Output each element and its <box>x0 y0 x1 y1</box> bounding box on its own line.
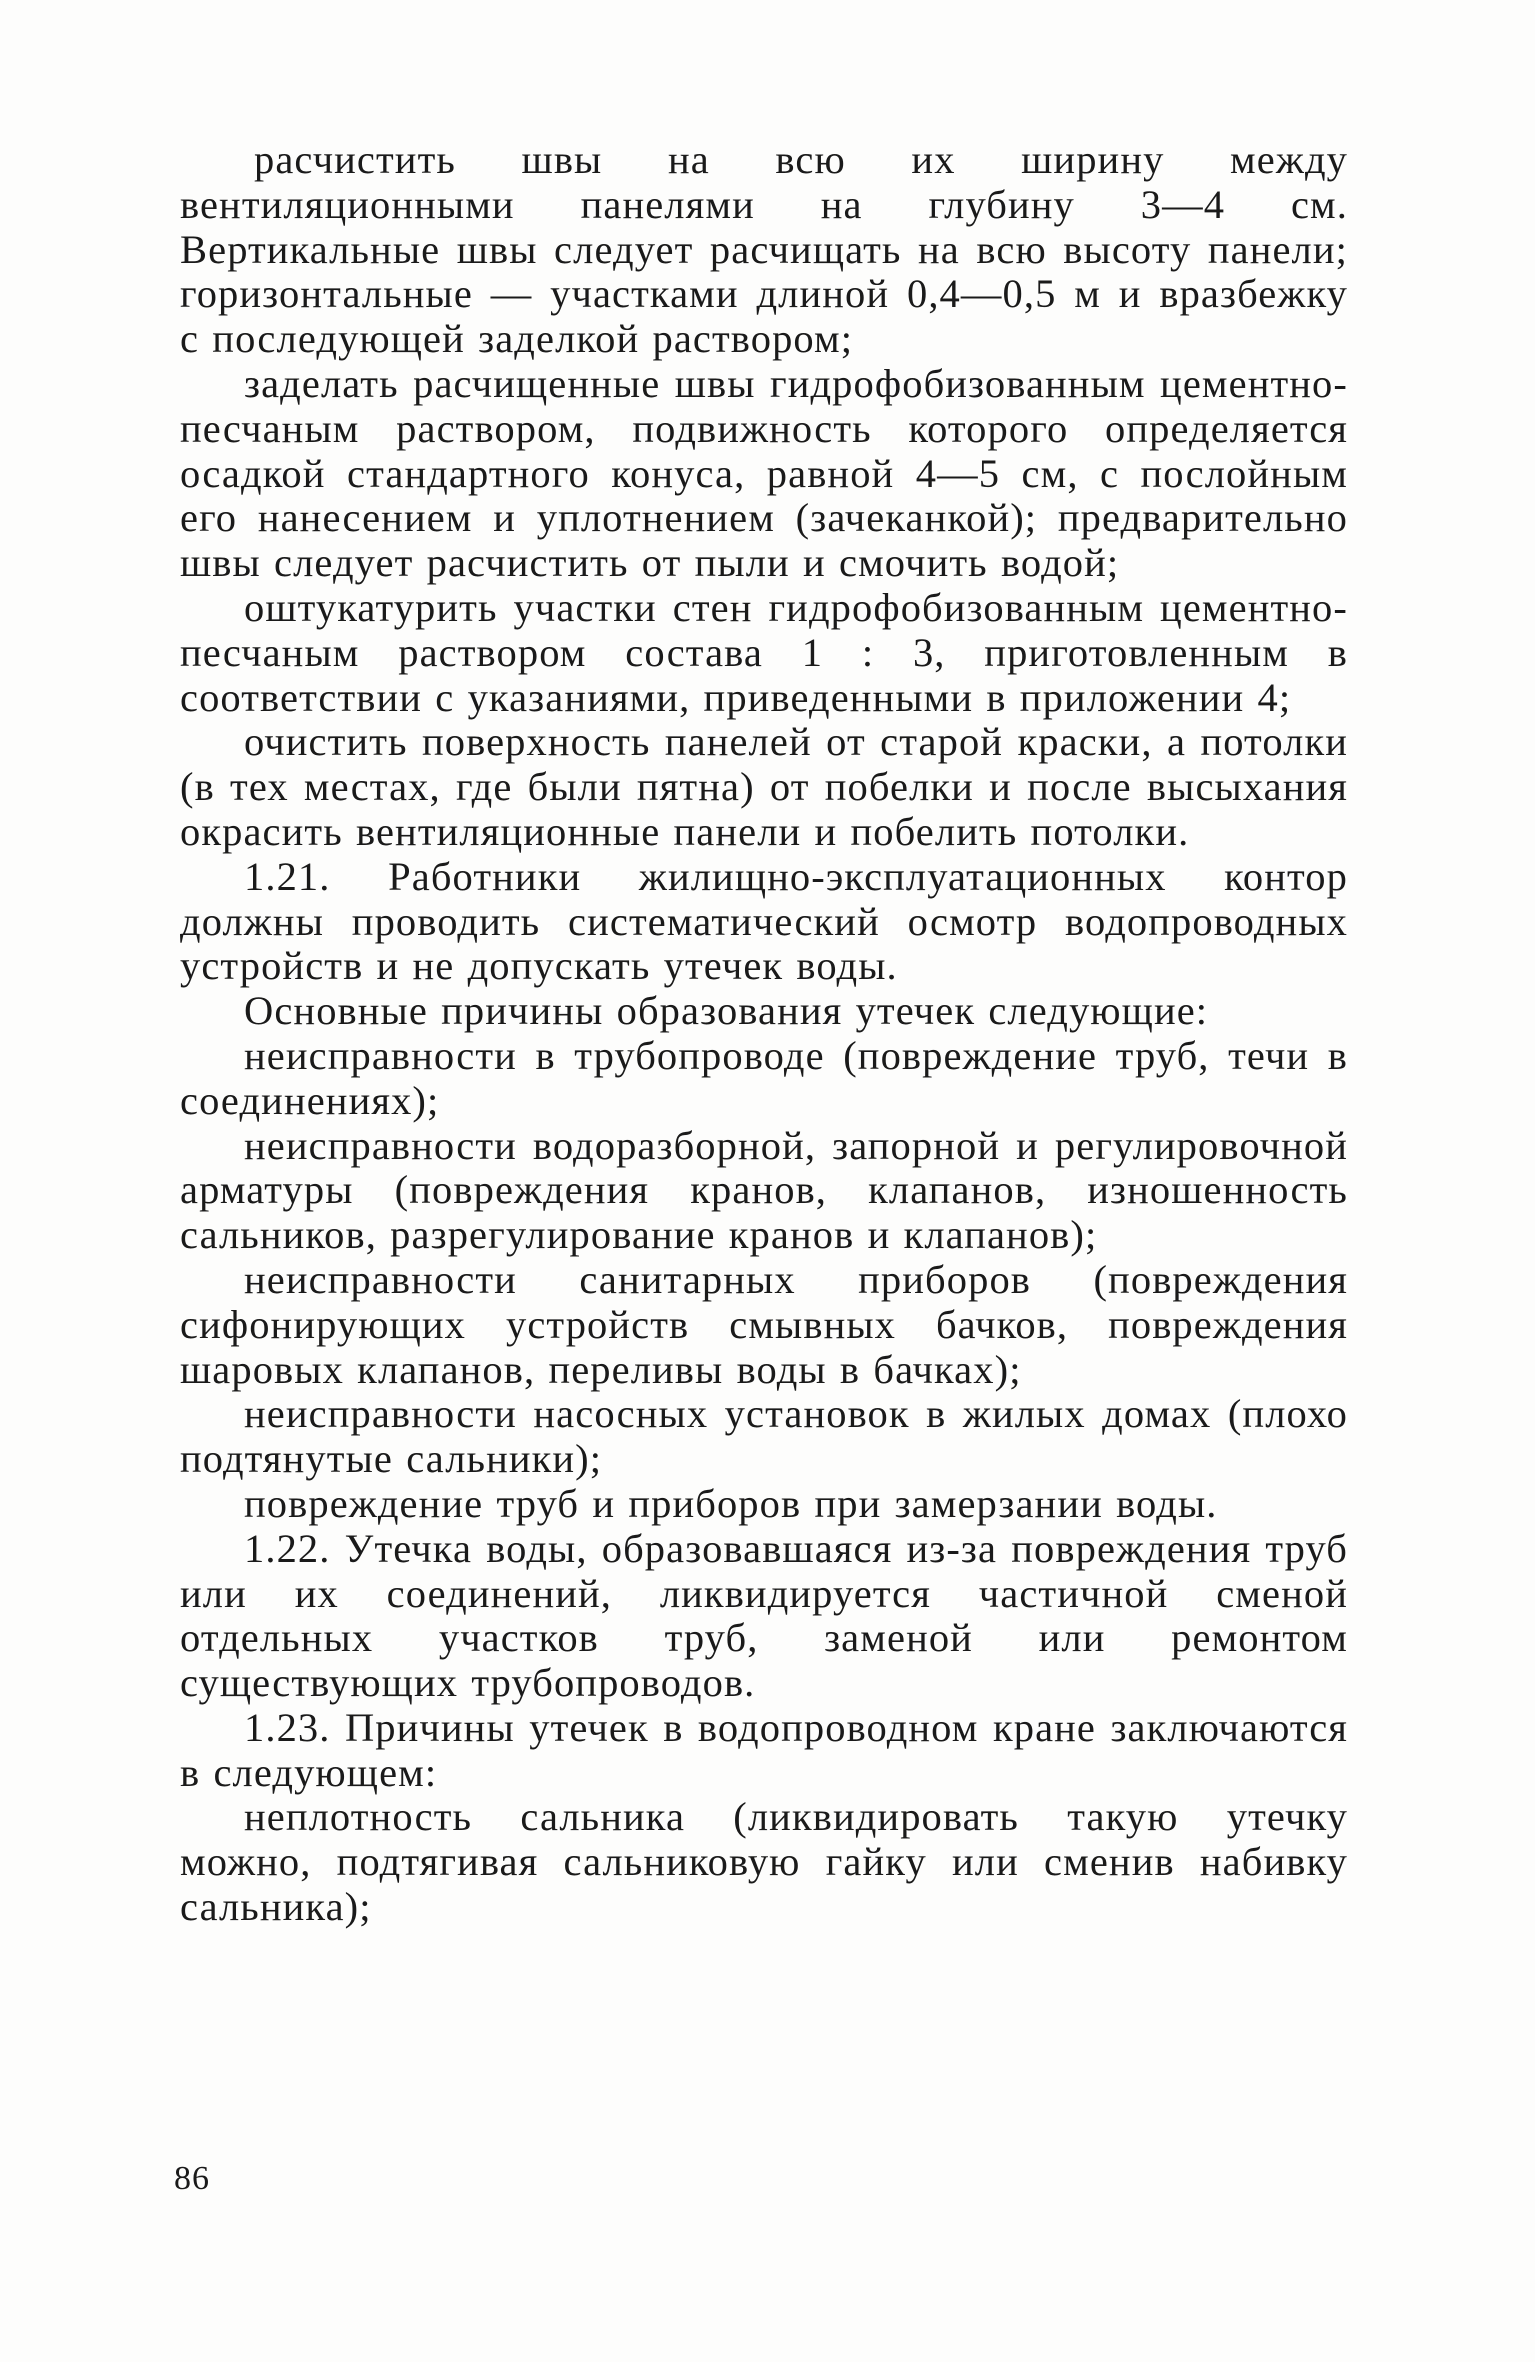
body-text <box>180 138 1348 1930</box>
paragraph-6: Основные причины образования утечек следующие: <box>244 988 1209 1034</box>
paragraph-11: повреждение труб и приборов при замерзании воды. <box>244 1480 1218 1526</box>
paragraph-7: неисправности в трубопроводе (повреждение труб, течи в соединениях); <box>180 1032 1348 1123</box>
paragraph-4: очистить поверхность панелей от старой краски, а потолки (в тех местах, где были пятна) от побелки и после высыхания окрасить вентиляционные панели и побелить потолки. <box>180 719 1348 854</box>
paragraph-14: неплотность сальника (ликвидировать такую утечку можно, подтягивая сальниковую гайку или сменив набивку сальника); <box>180 1794 1348 1930</box>
paragraph-10: неисправности насосных установок в жилых домах (плохо подтянутые сальники); <box>180 1391 1348 1482</box>
page-number: 86 <box>174 2160 210 2197</box>
paragraph-1: расчистить швы на всю их ширину между вентиляционными панелями на глубину 3—4 см. Вертикальные швы следует расчищать на всю высоту панели; горизонтальные — участками длиной 0,4—0,5 м и вразбежку с последующей заделкой раствором; <box>180 137 1348 362</box>
paragraph-8: неисправности водоразборной, запорной и регулировочной арматуры (повреждения кранов, клапанов, изношенность сальников, разрегулирование кранов и клапанов); <box>180 1122 1348 1258</box>
paragraph-3: оштукатурить участки стен гидрофобизованным цементно-песчаным раствором состава 1 : 3, приготовленным в соответствии с указаниями, приведенными в приложении 4; <box>180 584 1348 720</box>
paragraph-9: неисправности санитарных приборов (повреждения сифонирующих устройств смывных бачков, повреждения шаровых клапанов, переливы воды в бачках); <box>180 1256 1348 1392</box>
paragraph-2: заделать расчищенные швы гидрофобизованным цементно-песчаным раствором, подвижность которого определяется осадкой стандартного конуса, равной 4—5 см, с послойным его нанесением и уплотнением (зачеканкой); предварительно швы следует расчистить от пыли и смочить водой; <box>180 360 1348 586</box>
paragraph-section-1-22: 1.22. Утечка воды, образовавшаяся из-за повреждения труб или их соединений, ликвидируется частичной сменой отдельных участков труб, заменой или ремонтом существующих трубопроводов. <box>180 1525 1348 1706</box>
paragraph-section-1-21: 1.21. Работники жилищно-эксплуатационных контор должны проводить систематический осмотр водопроводных устройств и не допускать утечек воды. <box>180 853 1348 989</box>
paragraph-section-1-23: 1.23. Причины утечек в водопроводном кране заключаются в следующем: <box>180 1704 1348 1795</box>
